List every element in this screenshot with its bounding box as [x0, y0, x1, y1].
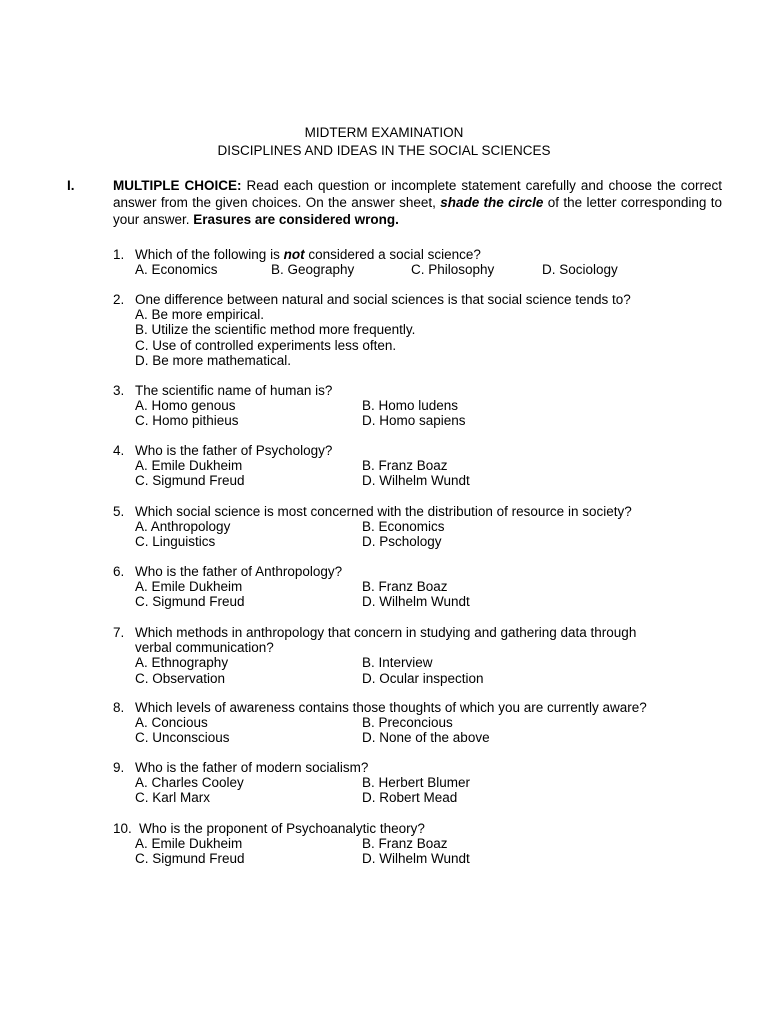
stem-text: Who is the proponent of Psychoanalytic theory?	[139, 821, 425, 836]
stem-text: Which methods in anthropology that concern in studying and gathering data through	[135, 625, 637, 640]
choice-d: D. Wilhelm Wundt	[362, 851, 470, 867]
choice-b: B. Utilize the scientific method more frequently.	[135, 322, 416, 338]
question-number: 10.	[113, 821, 132, 836]
stem-text: Which of the following is	[135, 247, 284, 262]
choices	[113, 655, 723, 685]
question-3	[113, 383, 723, 429]
question-stem	[113, 821, 723, 836]
choice-c: C. Karl Marx	[135, 790, 211, 806]
question-4	[113, 443, 723, 489]
choice-b: B. Homo ludens	[362, 398, 459, 414]
choice-b: B. Economics	[362, 519, 445, 535]
stem-text: Who is the father of Psychology?	[135, 443, 333, 458]
choice-c: C. Sigmund Freud	[135, 594, 245, 610]
choice-a: A. Ethnography	[135, 655, 229, 671]
choice-a: A. Be more empirical.	[135, 307, 265, 323]
choice-c: C. Unconscious	[135, 730, 230, 746]
question-7	[113, 625, 723, 686]
choice-d: D. Sociology	[542, 262, 618, 278]
choice-d: D. Homo sapiens	[362, 413, 466, 429]
choice-c: C. Philosophy	[411, 262, 495, 278]
choice-c: C. Linguistics	[135, 534, 216, 550]
choices	[113, 836, 723, 866]
question-stem	[113, 760, 723, 775]
question-stem	[113, 292, 723, 307]
question-number: 8.	[113, 700, 125, 715]
stem-text: Which social science is most concerned with the distribution of resource in society?	[135, 504, 632, 519]
stem-text: considered a social science?	[304, 247, 481, 262]
question-10	[113, 821, 723, 867]
choices	[113, 398, 723, 428]
choice-d: D. Be more mathematical.	[135, 352, 292, 368]
stem-text: The scientific name of human is?	[135, 383, 333, 398]
choice-d: D. Pschology	[362, 534, 442, 550]
choice-d: D. Robert Mead	[362, 790, 458, 806]
choice-b: B. Herbert Blumer	[362, 775, 471, 791]
choice-a: A. Charles Cooley	[135, 775, 244, 791]
choice-c: C. Use of controlled experiments less often.	[135, 337, 397, 353]
exam-title: MIDTERM EXAMINATION	[304, 125, 464, 140]
choices	[113, 262, 723, 277]
question-stem	[113, 504, 723, 519]
question-1	[113, 247, 723, 277]
question-5	[113, 504, 723, 550]
choices	[113, 519, 723, 549]
choice-c: C. Observation	[135, 670, 226, 686]
choice-a: A. Economics	[135, 262, 218, 278]
choices	[113, 458, 723, 488]
stem-continuation: verbal communication?	[135, 640, 274, 656]
choice-b: B. Franz Boaz	[362, 579, 448, 595]
choice-d: D. Wilhelm Wundt	[362, 473, 470, 489]
choice-d: D. Ocular inspection	[362, 670, 484, 686]
stem-text: Which levels of awareness contains those thoughts of which you are currently aware?	[135, 700, 647, 715]
choice-a: A. Anthropology	[135, 519, 231, 535]
choice-c: C. Homo pithieus	[135, 413, 239, 429]
stem-text: One difference between natural and social sciences is that social science tends to?	[135, 292, 631, 307]
choices	[113, 579, 723, 609]
stem-text: Who is the father of Anthropology?	[135, 564, 343, 579]
choices	[113, 715, 723, 745]
choice-b: B. Preconcious	[362, 715, 453, 731]
instructions-text-a: Read each question or incomplete statement carefully and choose the correct answer from the given choices. On the answer sheet,	[113, 178, 723, 210]
question-number: 2.	[113, 292, 125, 307]
section-instructions	[113, 177, 722, 228]
question-number: 7.	[113, 625, 125, 640]
question-number: 6.	[113, 564, 125, 579]
question-number: 1.	[113, 247, 125, 262]
section-number: I.	[67, 178, 75, 193]
question-stem	[113, 700, 723, 715]
question-6	[113, 564, 723, 610]
section-heading: MULTIPLE CHOICE:	[113, 178, 242, 193]
question-stem	[113, 383, 723, 398]
choice-a: A. Homo genous	[135, 398, 236, 414]
question-8	[113, 700, 723, 746]
question-stem	[113, 625, 723, 640]
question-number: 3.	[113, 383, 125, 398]
choice-a: A. Emile Dukheim	[135, 458, 243, 474]
question-stem	[113, 443, 723, 458]
question-stem	[113, 247, 723, 262]
choice-a: A. Concious	[135, 715, 208, 731]
question-number: 5.	[113, 504, 125, 519]
choice-c: C. Sigmund Freud	[135, 473, 245, 489]
choice-d: D. None of the above	[362, 730, 490, 746]
instructions-emphasis: shade the circle	[440, 195, 544, 210]
instructions-text-b: of the letter corresponding to your answer.	[113, 195, 722, 227]
choice-b: B. Interview	[362, 655, 433, 671]
instructions-warning: Erasures are considered wrong.	[193, 212, 399, 227]
choice-d: D. Wilhelm Wundt	[362, 594, 470, 610]
question-2	[113, 292, 723, 368]
question-stem	[113, 564, 723, 579]
choice-b: B. Geography	[271, 262, 355, 278]
exam-subtitle: DISCIPLINES AND IDEAS IN THE SOCIAL SCIENCES	[217, 143, 551, 158]
choice-c: C. Sigmund Freud	[135, 851, 245, 867]
choice-a: A. Emile Dukheim	[135, 836, 243, 852]
stem-text: Who is the father of modern socialism?	[135, 760, 369, 775]
choices	[113, 775, 723, 805]
question-9	[113, 760, 723, 806]
choice-b: B. Franz Boaz	[362, 836, 448, 852]
stem-emphasis: not	[283, 247, 305, 262]
choice-b: B. Franz Boaz	[362, 458, 448, 474]
question-number: 9.	[113, 760, 125, 775]
choice-a: A. Emile Dukheim	[135, 579, 243, 595]
question-number: 4.	[113, 443, 125, 458]
